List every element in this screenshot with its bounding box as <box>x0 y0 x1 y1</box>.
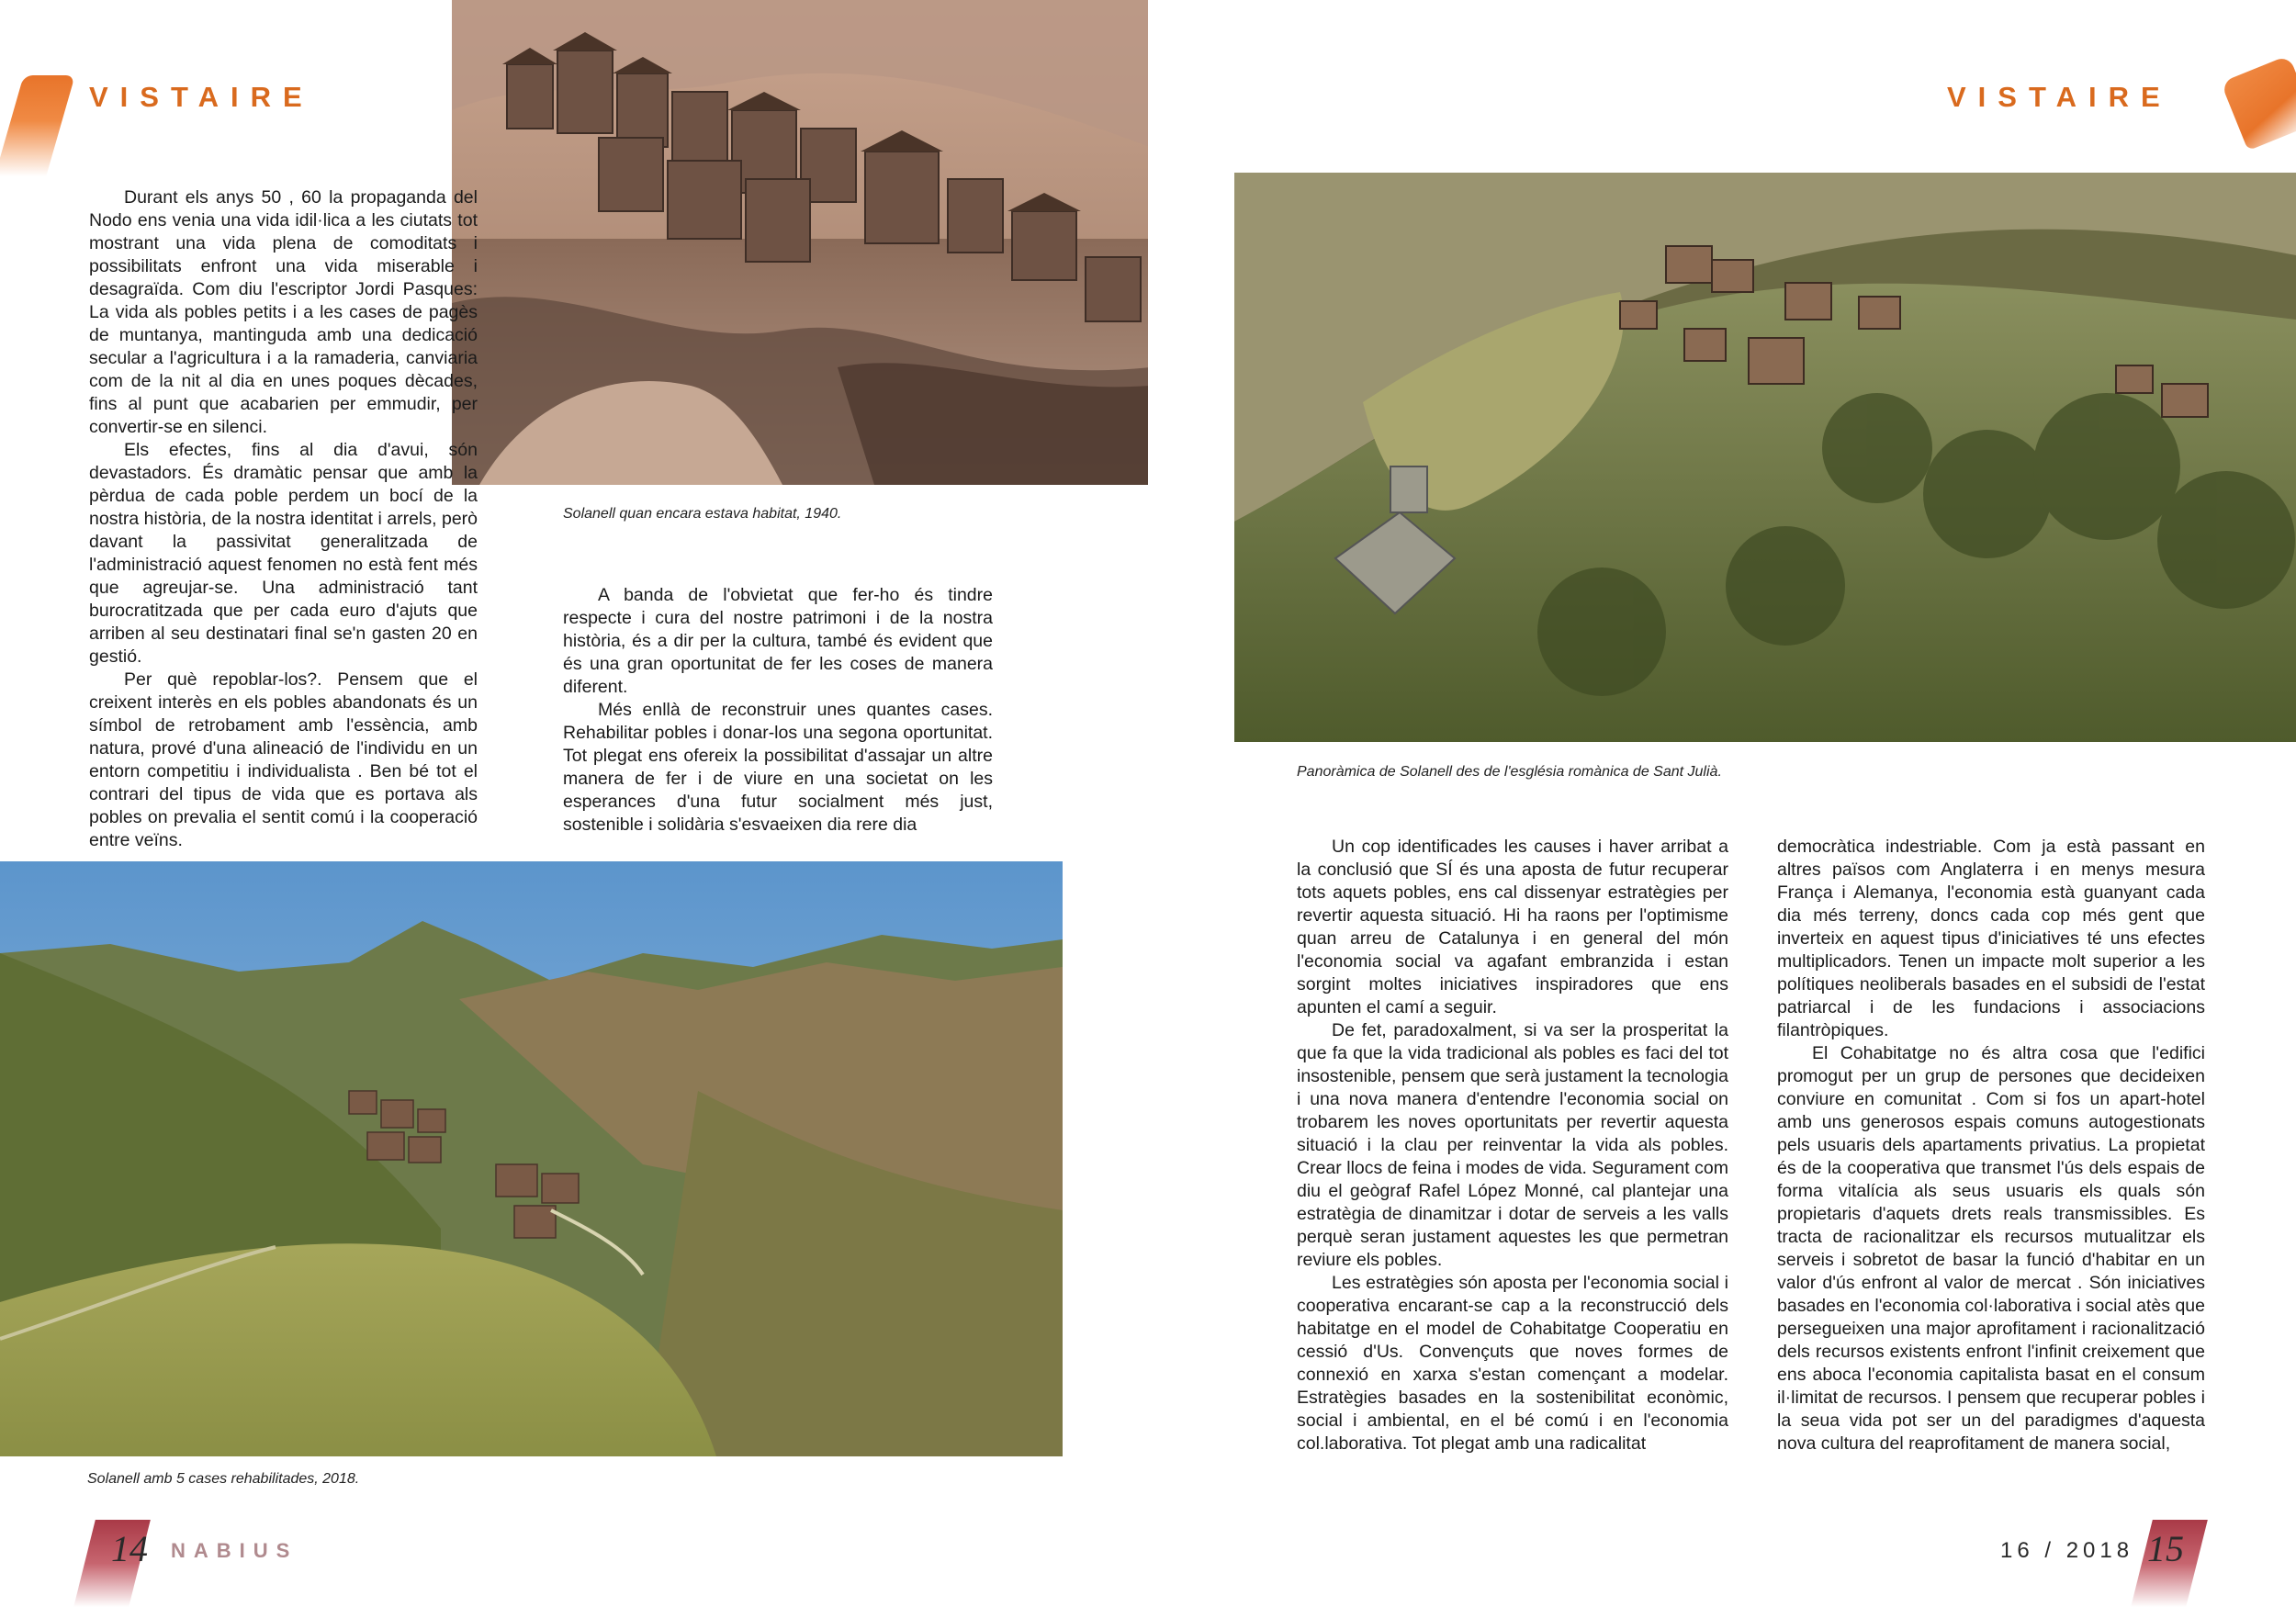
photo-solanell-2018 <box>0 861 1063 1456</box>
right-column-2 <box>1777 836 2205 1455</box>
caption-panoramic: Panoràmica de Solanell des de l'església romànica de Sant Julià. <box>1297 764 1722 780</box>
section-tab-right <box>2221 55 2296 151</box>
section-label-right: VISTAIRE <box>1947 81 2172 113</box>
paragraph: Per què repoblar-los?. Pensem que el creixent interès en els pobles abandonats és un símbol de retrobament amb l'essència, amb natura, prové d'una alineació de l'individu en un entorn competitiu i individualista . Ben bé tot el contrari del tipus de vida que es portava als pobles on prevalia el sentit comú i la cooperació entre veïns. <box>89 669 478 850</box>
magazine-name: NABIUS <box>171 1539 298 1562</box>
caption-solanell-1940: Solanell quan encara estava habitat, 1940. <box>563 506 842 522</box>
right-page <box>1148 0 2296 1607</box>
photo-panoramic-solanell <box>1234 173 2296 742</box>
paragraph: Les estratègies són aposta per l'economia social i cooperativa encarant-se cap a la reconstrucció dels habitatge en el model de Cohabitatge Cooperatiu en cessió d'Us. Convençuts que noves formes de connexió en xarxa s'estan començant a modelar. Estratègies basades en la sostenibilitat econòmic, social i ambiental, en el bé comú i en l'economia col.laborativa. Tot plegat amb una radicalitat <box>1297 1273 1728 1454</box>
issue-date: 16 / 2018 <box>2000 1538 2134 1563</box>
section-label-left: VISTAIRE <box>89 81 314 113</box>
page-number-right: 15 <box>2147 1528 2184 1569</box>
paragraph: Un cop identificades les causes i haver arribat a la conclusió que SÍ és una aposta de futur recuperar tots aquets pobles, ens cal dissenyar estratègies per revertir aquesta situació. Hi ha raons per l'optimisme quan arreu de Catalunya i en general del món l'economia social va agafant embranzida i estan sorgint moltes iniciatives inspiradores que ens apunten el camí a seguir. <box>1297 837 1728 1017</box>
section-tab-left <box>0 75 75 176</box>
paragraph: Els efectes, fins al dia d'avui, són devastadors. És dramàtic pensar que amb la pèrdua de cada poble perdem un bocí de la nostra història, de la nostra identitat i arrels, però davant la passivitat generalitzada de l'administració aquest fenomen no està fent més que agreujar-se. Una administració tant burocratitzada que per cada euro d'ajuts que arriben al seu destinatari final se'n gasten 20 en gestió. <box>89 440 478 667</box>
paragraph: El Cohabitatge no és altra cosa que l'edifici promogut per un grup de persones que decideixen conviure en comunitat . Com si fos un apart-hotel amb uns generosos espais comuns autogestionats pels usuaris dels apartaments privatius. La propietat és de la cooperativa que transmet l'ús dels espais de forma vitalícia als seus usuaris els quals són propietaris d'aquets drets reals transmissibles. Es tracta de racionalitzar els recursos mutualitzar els serveis i sobretot de basar la funció d'habitar en un valor d'ús enfront al valor de mercat . Són iniciatives basades en l'economia col·laborativa i social atès que persegueixen una major aprofitament i racionalització dels recursos existents enfront l'infinit creixement que ens aboca l'economia capitalista basat en el consum il·limitat de recursos. I pensem que recuperar pobles i la seua vida pot ser un del paradigmes d'aquesta nova cultura del reaprofitament de manera social, <box>1777 1043 2205 1454</box>
paragraph: democràtica indestriable. Com ja està passant en altres països com Anglaterra i en menys mesura França i Alemanya, l'economia està guanyant cada dia més terreny, doncs cada cop més gent que inverteix en aquest tipus d'iniciatives té uns efectes multiplicadors. Tenen un impacte molt superior a les polítiques neoliberals basades en el subsidi de l'estat patriarcal i de les fundacions i associacions filantròpiques. <box>1777 837 2205 1040</box>
paragraph: Durant els anys 50 , 60 la propaganda del Nodo ens venia una vida idil·lica a les ciutats tot mostrant una vida plena de comoditats i possibilitats enfront una vida miserable i desagraïda. Com diu l'escriptor Jordi Pasques: La vida als pobles petits i a les cases de pagès de muntanya, mantinguda amb una dedicació secular a l'agricultura i a la ramaderia, canviaria com de la nit al dia en unes poques dècades, fins al punt que acabarien per emmudir, per convertir-se en silenci. <box>89 187 478 437</box>
paragraph: De fet, paradoxalment, si va ser la prosperitat la que fa que la vida tradicional als pobles es faci del tot insostenible, pensem que serà justament la tecnologia i una nova manera d'entendre l'economia social on trobarem les noves oportunitats per revertir aquesta situació i la clau per reinventar la vida als pobles. Crear llocs de feina i modes de vida. Segurament com diu el geògraf Rafel López Monné, cal plantejar una estratègia de dinamitzar i dotar de serveis a les valls perquè seran justament aquestes les que permetran reviure els pobles. <box>1297 1020 1728 1270</box>
paragraph: A banda de l'obvietat que fer-ho és tindre respecte i cura del nostre patrimoni i de la nostra història, és a dir per la cultura, també és evident que és una gran oportunitat de fer les coses de manera diferent. <box>563 585 993 697</box>
photo-solanell-1940 <box>452 0 1148 485</box>
right-column-1 <box>1297 836 1728 1455</box>
left-column-2 <box>563 584 993 837</box>
left-column-1 <box>89 186 478 852</box>
paragraph: Més enllà de reconstruir unes quantes cases. Rehabilitar pobles i donar-los una segona oportunitat. Tot plegat ens ofereix la possibilitat d'assajar un altre manera de fer i de viure en una societat on les esperances d'una futur socialment més just, sostenible i solidària s'esvaeixen dia rere dia <box>563 700 993 835</box>
caption-solanell-2018: Solanell amb 5 cases rehabilitades, 2018. <box>87 1471 360 1487</box>
page-number-left: 14 <box>111 1528 148 1569</box>
